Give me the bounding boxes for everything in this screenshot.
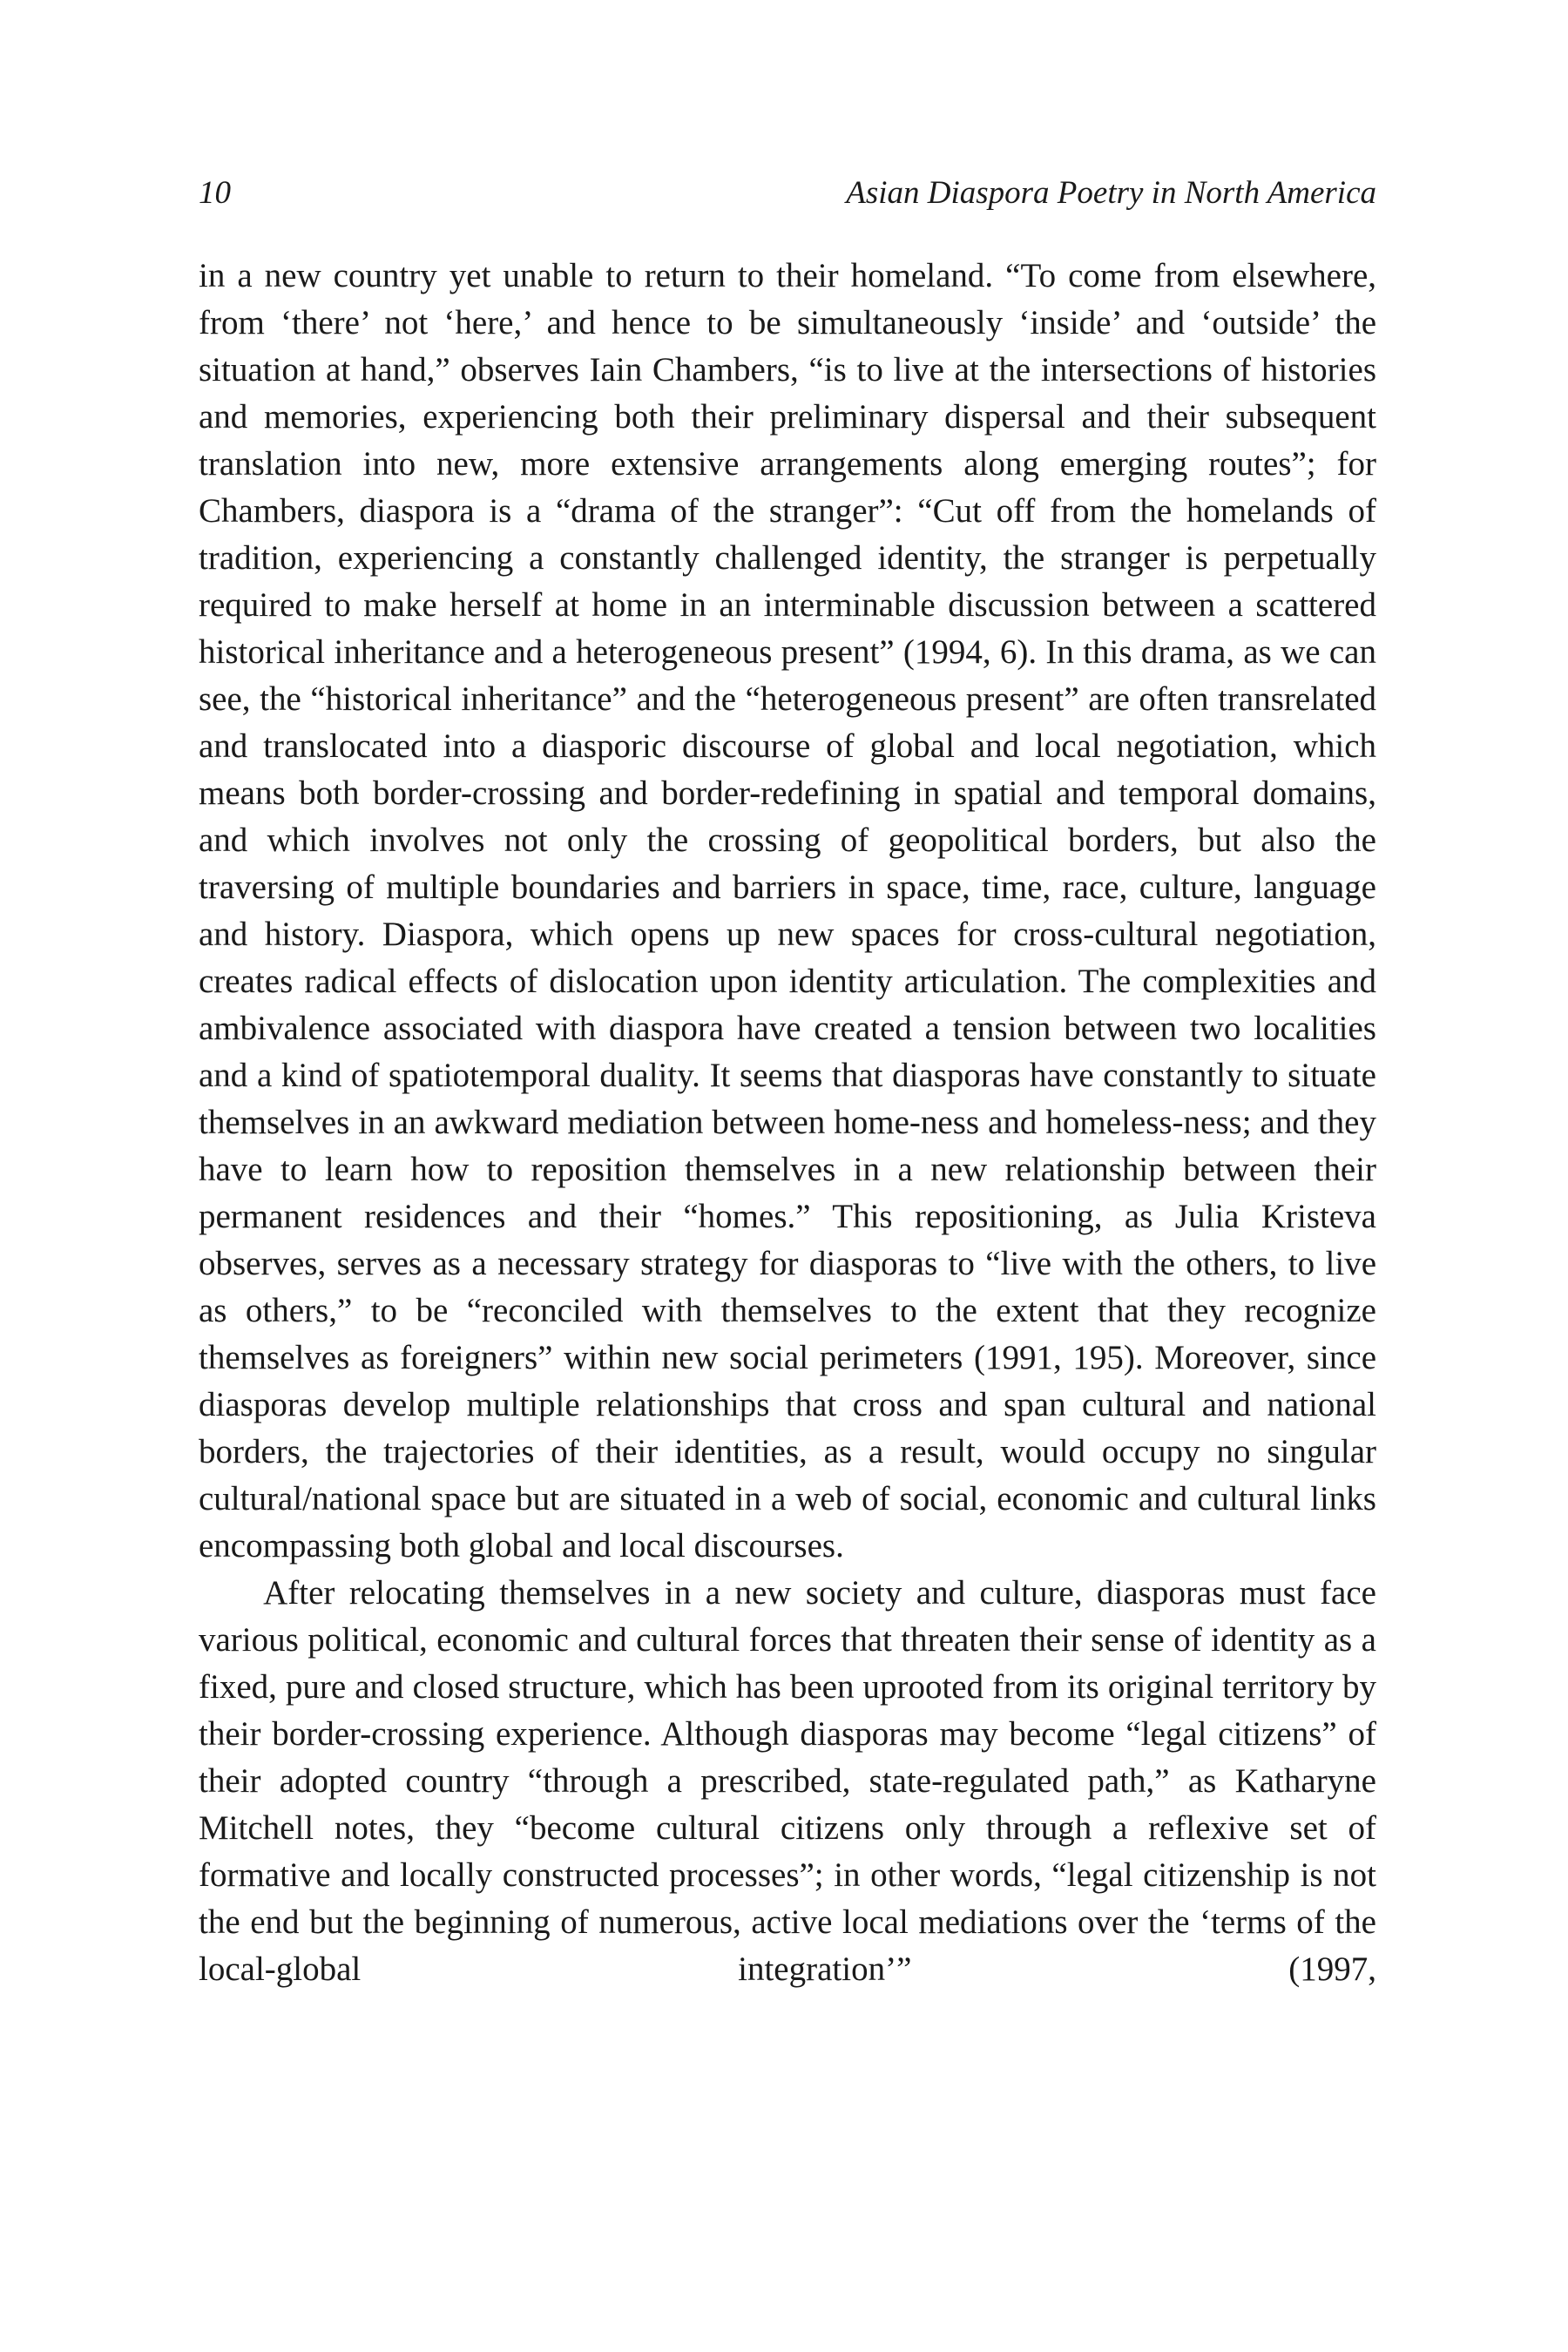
paragraph-1: in a new country yet unable to return to their homeland. “To come from elsewhere, from ‘there’ not ‘here,’ and hence to be simultaneously ‘inside’ and ‘outside’ the situation at hand,” observes Iain Chambers, “is to live at the intersections of histories and memories, experiencing both their preliminary dispersal and their subsequent translation into new, more extensive arrangements along emerging routes”; for Chambers, diaspora is a “drama of the stranger”: “Cut off from the homelands of tradition, experiencing a constantly challenged identity, the stranger is perpetually required to make herself at home in an interminable discussion between a scattered historical inheritance and a heterogeneous present” (1994, 6). In this drama, as we can see, the “historical inheritance” and the “heterogeneous present” are often transrelated and translocated into a diasporic discourse of global and local negotiation, which means both border-crossing and border-redefining in spatial and temporal domains, and which involves not only the crossing of geopolitical borders, but also the traversing of multiple boundaries and barriers in space, time, race, culture, language and history. Diaspora, which opens up new spaces for cross-cultural negotiation, creates radical effects of dislocation upon identity articulation. The complexities and ambivalence associated with diaspora have created a tension between two localities and a kind of spatiotemporal duality. It seems that diasporas have constantly to situate themselves in an awkward mediation between home-ness and homeless-ness; and they have to learn how to reposition themselves in a new relationship between their permanent residences and their “homes.” This repositioning, as Julia Kristeva observes, serves as a necessary strategy for diasporas to “live with the others, to live as others,” to be “reconciled with themselves to the extent that they recognize themselves as foreigners” within new social perimeters (1991, 195). Moreover, since diasporas develop multiple relationships that cross and span cultural and national borders, the trajectories of their identities, as a result, would occupy no singular cultural/national space but are situated in a web of social, economic and cultural links encompassing both global and local discourses. [199,257,1376,1565]
running-head [199,167,1376,220]
body-text [199,253,1376,2213]
paragraph-2: After relocating themselves in a new society and culture, diasporas must face various political, economic and cultural forces that threaten their sense of identity as a fixed, pure and closed structure, which has been uprooted from its original territory by their border-crossing experience. Although diasporas may become “legal citizens” of their adopted country “through a prescribed, state-regulated path,” as Katharyne Mitchell notes, they “become cultural citizens only through a reflexive set of formative and locally constructed processes”; in other words, “legal citizenship is not the end but the beginning of numerous, active local mediations over the ‘terms of the local-global integration’” (1997, [199,1574,1376,1988]
page-number: 10 [199,175,231,211]
book-title: Asian Diaspora Poetry in North America [846,175,1376,211]
